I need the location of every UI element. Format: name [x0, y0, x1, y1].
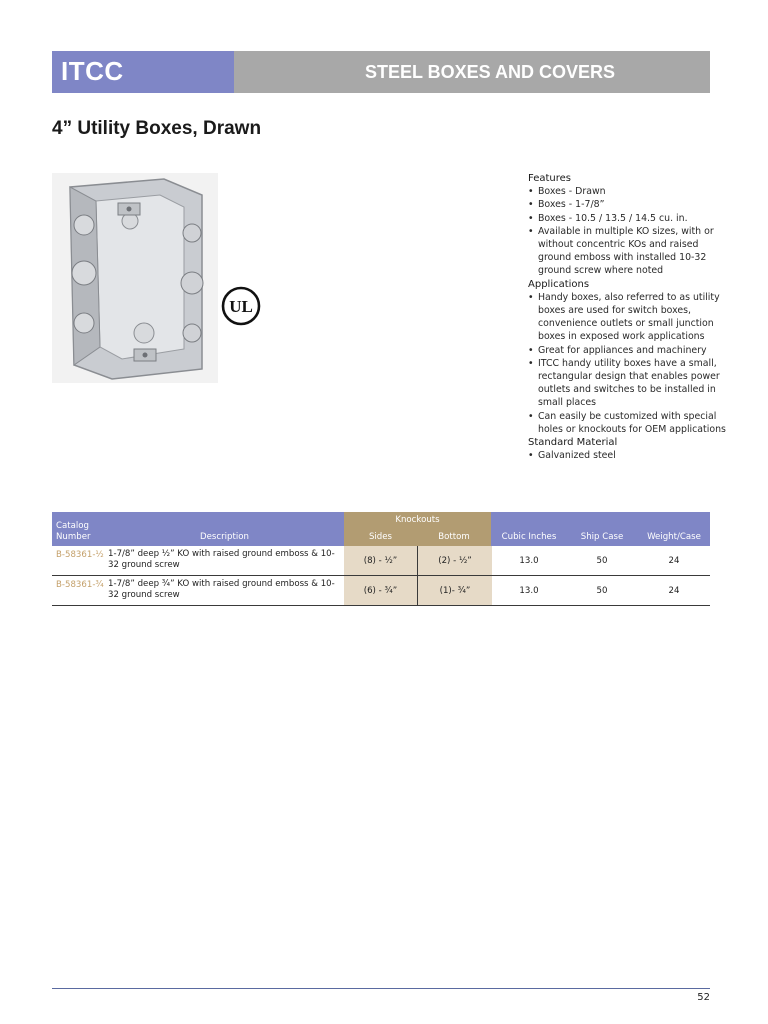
- page-title: 4” Utility Boxes, Drawn: [52, 118, 262, 139]
- features-heading: Features: [528, 173, 571, 184]
- ko-bottom-value: (1)- ¾”: [439, 586, 471, 596]
- row-description: 1-7/8” deep ¾” KO with raised ground emboss & 10-32 ground screw: [108, 579, 335, 600]
- table-header: [52, 512, 710, 546]
- list-item: • Boxes - 10.5 / 13.5 / 14.5 cu. in.: [528, 212, 728, 225]
- ko-sides-value: (6) - ¾”: [363, 586, 398, 596]
- ko-sides-value: (8) - ½”: [363, 556, 398, 566]
- header-bottom: Bottom: [438, 532, 470, 542]
- features-panel: [528, 172, 728, 462]
- cubic-inches-value: 13.0: [519, 586, 539, 596]
- applications-heading: Applications: [528, 278, 590, 290]
- header-ship-case: Ship Case: [580, 532, 624, 542]
- list-item: • Galvanized steel: [528, 449, 728, 462]
- table-row: [52, 576, 710, 606]
- footer-divider: [52, 988, 710, 989]
- header-sides: Sides: [368, 532, 393, 542]
- cubic-inches-value: 13.0: [519, 556, 539, 566]
- list-item: • Can easily be customized with special holes or knockouts for OEM applications: [528, 410, 728, 436]
- spec-table: [52, 512, 710, 606]
- brand-block: [52, 51, 234, 93]
- material-heading: Standard Material: [528, 437, 618, 449]
- weight-case-value: 24: [668, 556, 680, 566]
- ko-sides-cell: [344, 546, 417, 575]
- list-item: • Boxes - 1-7/8”: [528, 198, 728, 211]
- svg-text:UL: UL: [229, 297, 253, 316]
- list-item: • Great for appliances and machinery: [528, 344, 728, 357]
- features-list: [528, 185, 728, 277]
- ko-bottom-cell: [417, 546, 492, 575]
- row-description: 1-7/8” deep ½” KO with raised ground emboss & 10-32 ground screw: [108, 549, 335, 570]
- page-number: 52: [697, 992, 710, 1003]
- section-title: STEEL BOXES AND COVERS: [364, 62, 615, 82]
- section-block: [234, 51, 710, 93]
- brand-name: ITCC: [61, 56, 124, 86]
- list-item: • ITCC handy utility boxes have a small, rectangular design that enables power outlets and switches to be installed in small places: [528, 357, 728, 410]
- material-list: [528, 449, 728, 462]
- list-item: • Handy boxes, also referred to as utility boxes are used for switch boxes, convenience outlets or small junction boxes in exposed work applications: [528, 291, 728, 344]
- ship-case-value: 50: [596, 586, 608, 596]
- catalog-number: B-58361-½: [56, 550, 104, 560]
- header-weight-case: Weight/Case: [647, 532, 701, 542]
- utility-box-photo: [52, 173, 218, 383]
- ko-sides-cell: [344, 576, 417, 605]
- ko-bottom-value: (2) - ½”: [438, 556, 472, 566]
- weight-case-value: 24: [668, 586, 680, 596]
- header-catalog-line1: Catalog: [56, 521, 90, 531]
- catalog-number: B-58361-¾: [56, 580, 104, 590]
- ko-bottom-cell: [417, 576, 492, 605]
- header-description: Description: [200, 532, 249, 542]
- header-knockouts: Knockouts: [395, 515, 440, 525]
- table-row: [52, 546, 710, 576]
- header-cubic-inches: Cubic Inches: [501, 532, 557, 542]
- header-catalog-line2: Number: [56, 532, 91, 542]
- applications-list: [528, 291, 728, 436]
- list-item: • Boxes - Drawn: [528, 185, 728, 198]
- ul-logo: [221, 286, 261, 326]
- ship-case-value: 50: [596, 556, 608, 566]
- list-item: • Available in multiple KO sizes, with or without concentric KOs and raised ground emboss with installed 10-32 ground screw where noted: [528, 225, 728, 278]
- header-banner: [52, 51, 710, 93]
